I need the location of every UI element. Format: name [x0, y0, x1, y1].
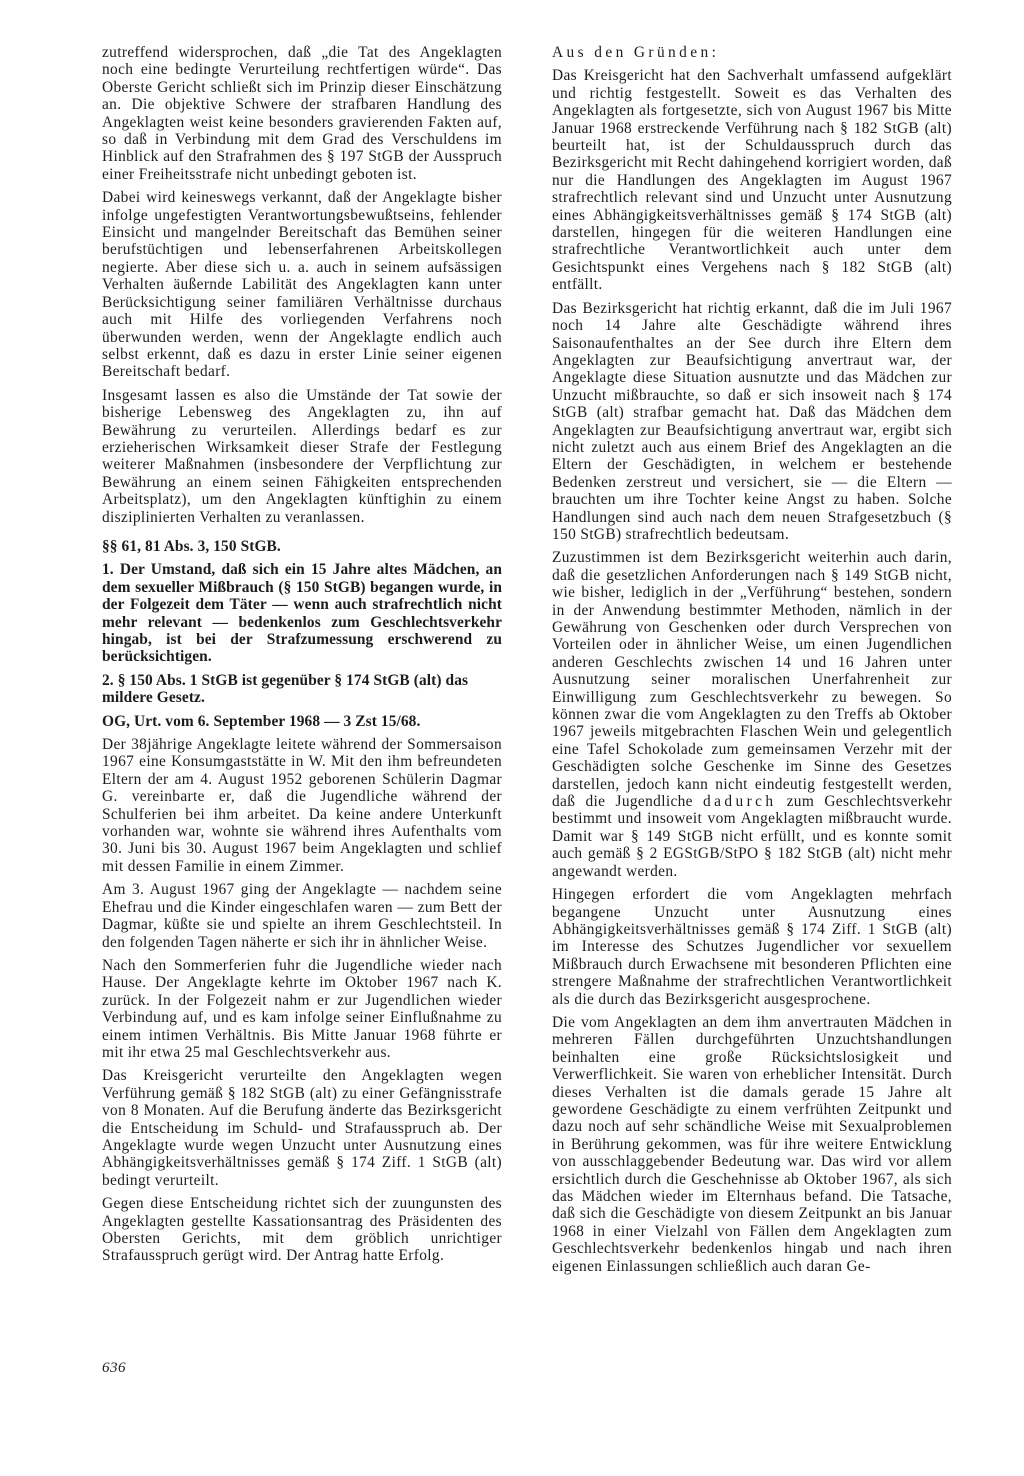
right-column — [552, 44, 952, 1281]
paragraph: Insgesamt lassen es also die Umstände der Tat sowie der bisherige Lebensweg des Angeklagten zu, ihn auf Bewährung zu verurteilen. Allerdings bedarf es zur erzieherischen Wirksamkeit dieser Strafe der Festlegung weiterer Maßnahmen (insbesondere der Verpflichtung zur Bewährung an einem seinen Fähigkeiten entsprechenden Arbeitsplatz), um den Angeklagten künftighin zu einem disziplinierten Verhalten zu veranlassen. — [102, 386, 502, 526]
paragraph-text: zum Geschlechtsverkehr bestimmt und insoweit vom Angeklagten mißbraucht wurde. Damit war § 149 StGB nicht erfüllt, und es konnte somit auch gemäß § 2 EGStGB/StPO § 182 StGB (alt) nicht mehr angewandt werden. — [552, 793, 952, 880]
paragraph: zutreffend widersprochen, daß „die Tat des Angeklagten noch eine bedingte Verurteilung rechtfertigen würde“. Das Oberste Gericht schließt sich im Prinzip dieser Einschätzung an. Die objektive Schwere der strafbaren Handlung des Angeklagten weist keine besonders gravierenden Fakten auf, so daß in Verbindung mit dem Grad des Verschuldens im Hinblick auf den Strafrahmen des § 197 StGB der Ausspruch einer Freiheitsstrafe nicht unbedingt geboten ist. — [102, 44, 502, 183]
paragraph: Der 38jährige Angeklagte leitete während der Sommersaison 1967 eine Konsumgaststätte in W. Mit den ihm befreundeten Eltern der am 4. August 1952 geborenen Schülerin Dagmar G. vereinbarte er, daß die Jugendliche während der Schulferien bei ihm arbeitet. Da keine andere Unterkunft vorhanden war, wohnte sie während ihres Aufenthalts vom 30. Juni bis 30. August 1967 beim Angeklagten und schlief mit dessen Familie in einem Zimmer. — [102, 736, 502, 875]
page-number: 636 — [102, 1360, 126, 1376]
paragraph: Hingegen erfordert die vom Angeklagten mehrfach begangene Unzucht unter Ausnutzung eines Abhängigkeitsverhältnisses gemäß § 174 Ziff. 1 StGB (alt) im Interesse des Schutzes Jugendlicher vor sexuellem Mißbrauch durch Erwachsene mit besonderen Pflichten eine strengere Maßnahme der strafrechtlichen Verantwortlichkeit als die durch das Bezirksgericht ausgesprochene. — [552, 886, 952, 1008]
paragraph-text: Zuzustimmen ist dem Bezirksgericht weiterhin auch darin, daß die gesetzlichen Anforderungen nach § 149 StGB nicht, wie bisher, lediglich in der „Verführung“ bestehen, sondern in der Anwendung bestimmter Methoden, nämlich in der Gewährung von Geschenken oder durch Versprechen von Vorteilen oder in ähnlicher Weise, um einen Jugendlichen anderen Geschlechts zwischen 14 und 16 Jahren unter Ausnutzung seiner moralischen Unerfahrenheit zur Einwilligung zum Geschlechtsverkehr zu bewegen. So können zwar die vom Angeklagten zu den Treffs ab Oktober 1967 jeweils mitgebrachten Flaschen Wein und gelegentlich eine Tafel Schokolade zum gemeinsamen Verzehr mit der Geschädigten solche Geschenke im Sinne des Gesetzes darstellen, jedoch kann nicht eindeutig festgestellt werden, daß die Jugendliche — [552, 549, 952, 811]
paragraph: Das Kreisgericht hat den Sachverhalt umfassend aufgeklärt und richtig festgestellt. Soweit es das Verhalten des Angeklagten als fortgesetzte, sich von August 1967 bis Mitte Januar 1968 erstreckende Verführung nach § 182 StGB (alt) beurteilt hat, ist der Schuldausspruch durch das Bezirksgericht mit Recht dahingehend korrigiert worden, daß nur die Handlungen des Angeklagten im August 1967 strafrechtlich relevant sind und Unzucht unter Ausnutzung eines Abhängigkeitsverhältnisses gemäß § 174 StGB (alt) darstellen, hingegen für die weiteren Handlungen eine strafrechtliche Verantwortlichkeit auch unter dem Gesichtspunkt eines Vergehens nach § 182 StGB (alt) entfällt. — [552, 67, 952, 294]
paragraph: Die vom Angeklagten an dem ihm anvertrauten Mädchen in mehreren Fällen durchgeführten Unzuchtshandlungen beinhalten eine große Rücksichtslosigkeit und Verwerflichkeit. Sie waren von erheblicher Intensität. Durch dieses Verhalten ist die damals gerade 15 Jahre alt gewordene Geschädigte zu einem verfrühten Zeitpunkt und dazu noch auf sehr schändliche Weise mit Sexualproblemen in Berührung gekommen, was für ihre weitere Entwicklung von ausschlaggebender Bedeutung war. Das wird vor allem ersichtlich durch die Geschehnisse ab Oktober 1967, als sich das Mädchen wieder im Elternhaus befand. Die Tatsache, daß sich die Geschädigte von diesem Zeitpunkt an bis Januar 1968 in einer Vielzahl von Fällen dem Angeklagten zum Geschlechtsverkehr bedenkenlos hingab und nach ihren eigenen Einlassungen schließlich auch daran Ge- — [552, 1013, 952, 1275]
headnote-1: 1. Der Umstand, daß sich ein 15 Jahre altes Mädchen, an dem sexueller Mißbrauch (§ 150 StGB) begangen wurde, in der Folgezeit dem Täter — wenn auch strafrechtlich nicht mehr relevant — bedenkenlos zum Geschlechtsverkehr hingab, ist bei der Strafzumessung erschwerend zu berücksichtigen. — [102, 561, 502, 666]
paragraph: Gegen diese Entscheidung richtet sich der zuungunsten des Angeklagten gestellte Kassationsantrag des Präsidenten des Obersten Gerichts, mit dem gröblich unrichtiger Strafausspruch gerügt wird. Der Antrag hatte Erfolg. — [102, 1195, 502, 1265]
headnote-2: 2. § 150 Abs. 1 StGB ist gegenüber § 174 StGB (alt) das mildere Gesetz. — [102, 671, 469, 707]
paragraph: Nach den Sommerferien fuhr die Jugendliche wieder nach Hause. Der Angeklagte kehrte im Oktober 1967 nach K. zurück. In der Folgezeit nahm er zur Jugendlichen wieder Verbindung auf, und es kam infolge seiner Einflußnahme zu einem intimen Verhältnis. Bis Mitte Januar 1968 führte er mit ihr etwa 25 mal Geschlechtsverkehr aus. — [102, 956, 502, 1061]
paragraph: Das Kreisgericht verurteilte den Angeklagten wegen Verführung gemäß § 182 StGB (alt) zu einer Gefängnisstrafe von 8 Monaten. Auf die Berufung änderte das Bezirksgericht die Entscheidung im Schuld- und Strafausspruch ab. Der Angeklagte wurde wegen Unzucht unter Ausnutzung eines Abhängigkeitsverhältnisses gemäß § 174 Ziff. 1 StGB (alt) bedingt verurteilt. — [102, 1067, 502, 1189]
paragraph: Das Bezirksgericht hat richtig erkannt, daß die im Juli 1967 noch 14 Jahre alte Geschädigte während ihres Saisonaufenthaltes an der See durch ihre Eltern dem Angeklagten zur Beaufsichtigung anvertraut war, der Angeklagte diese Situation ausnutzte und das Mädchen zur Unzucht mißbrauchte, so daß er sich insoweit nach § 174 StGB (alt) strafbar gemacht hat. Daß das Mädchen dem Angeklagten zur Beaufsichtigung anvertraut war, ergibt sich nicht zuletzt auch aus einem Brief des Angeklagten an die Eltern der Geschädigten, in welchem er bestehende Bedenken zerstreut und versichert, sie — die Eltern — brauchten um ihre Tochter keine Angst zu haben. Solche Handlungen sind auch nach dem neuen Strafgesetzbuch (§ 150 StGB) strafrechtlich bedeutsam. — [552, 299, 952, 543]
case-citation: OG, Urt. vom 6. September 1968 — 3 Zst 15/68. — [102, 712, 421, 730]
norm-reference: §§ 61, 81 Abs. 3, 150 StGB. — [102, 537, 281, 555]
paragraph — [552, 549, 952, 880]
paragraph: Am 3. August 1967 ging der Angeklagte — nachdem seine Ehefrau und die Kinder eingeschlafen waren — zum Bett der Dagmar, küßte sie und spielte an ihrem Geschlechtsteil. In den folgenden Tagen näherte er sich ihr in ähnlicher Weise. — [102, 881, 502, 951]
emphasized-word: dadurch — [703, 793, 777, 811]
section-heading: Aus den Gründen: — [552, 44, 720, 61]
left-column — [102, 44, 502, 1271]
paragraph: Dabei wird keineswegs verkannt, daß der Angeklagte bisher infolge ungefestigten Verantwortungsbewußtseins, fehlender Einsicht und mangelnder Bereitschaft das Bemühen seiner berufstüchtigen und lebenserfahrenen Arbeitskollegen negierte. Aber diese sich u. a. auch in seinem aufsässigen Verhalten äußernde Labilität des Angeklagten kann unter Berücksichtigung seiner familiären Verhältnisse durchaus auch mit Hilfe des vorliegenden Verfahrens noch überwunden werden, wenn der Angeklagte endlich auch selbst erkennt, daß es dazu in erster Linie seiner eigenen Bereitschaft bedarf. — [102, 189, 502, 381]
